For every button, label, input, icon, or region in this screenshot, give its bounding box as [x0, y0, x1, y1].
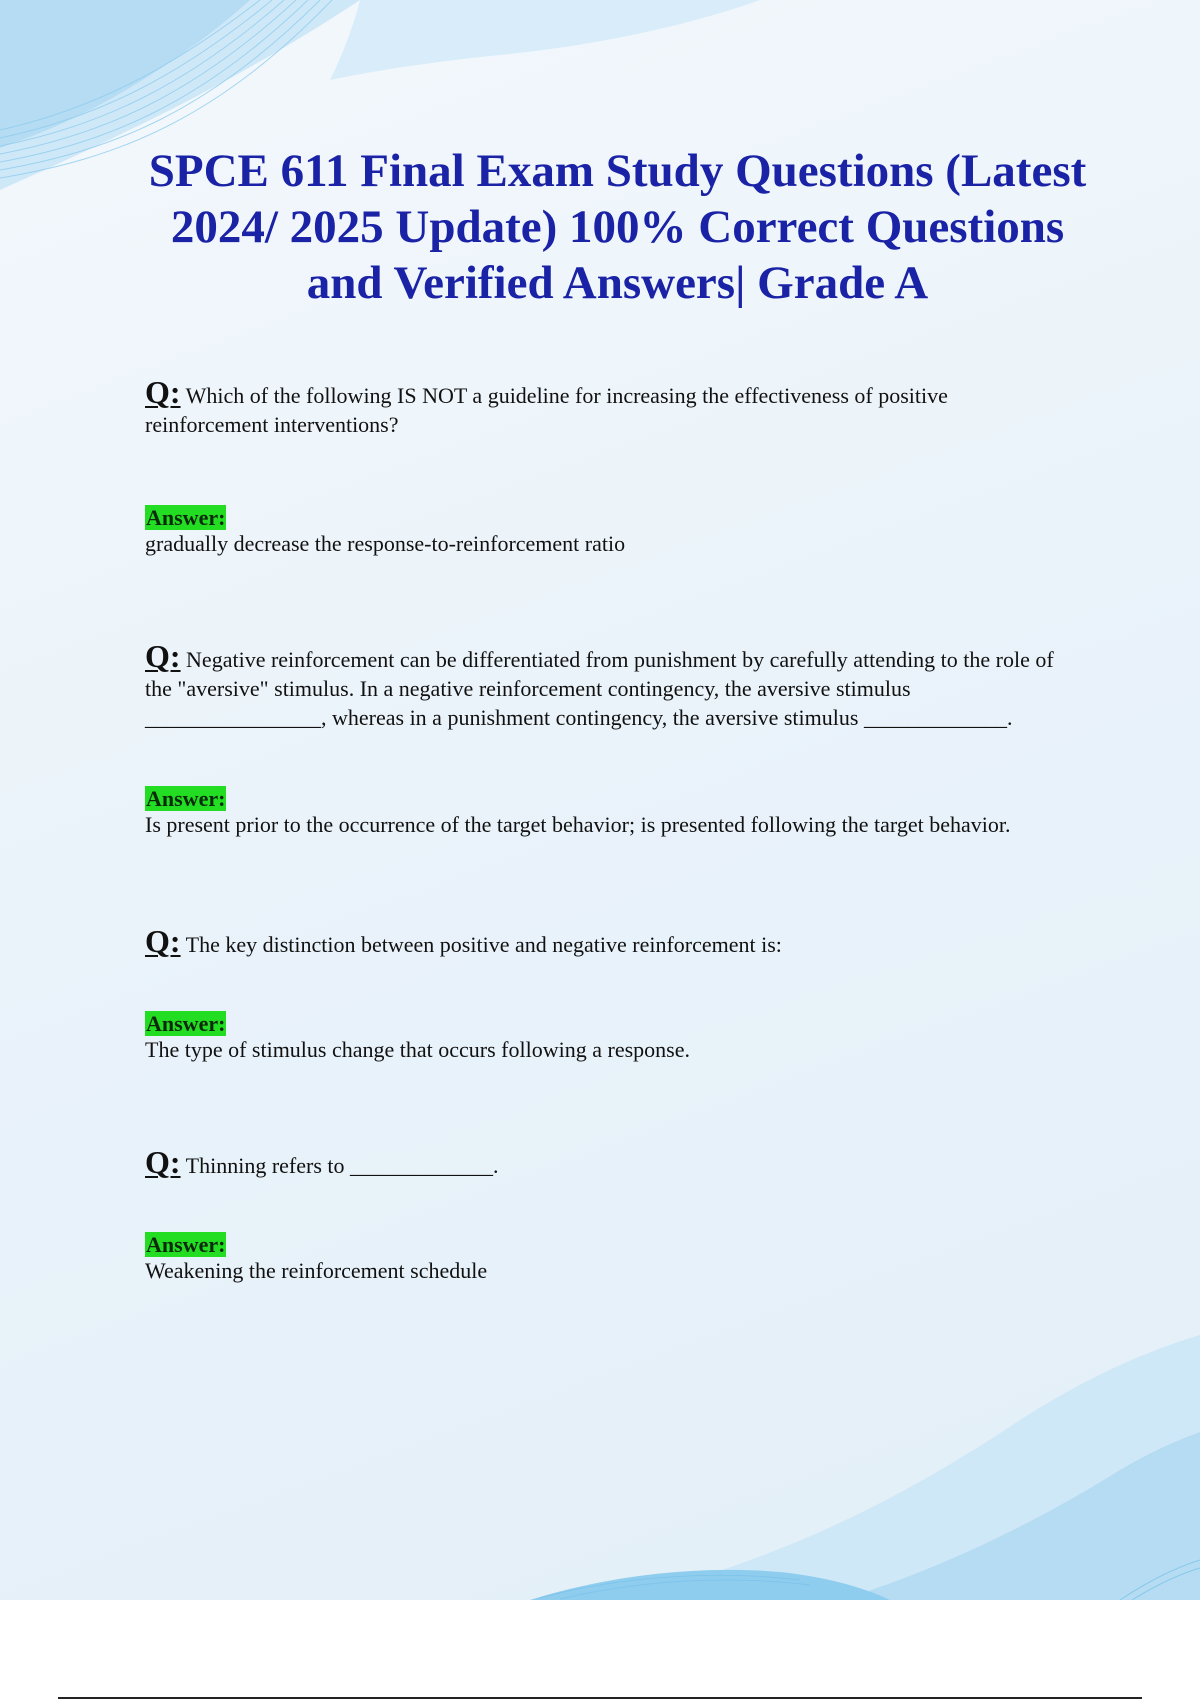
question-text: Thinning refers to _____________.	[185, 1153, 499, 1178]
answer-text: Is present prior to the occurrence of the target behavior; is presented following the target behavior.	[145, 812, 1011, 837]
answer-label: Answer:	[146, 786, 226, 811]
question	[145, 923, 1075, 959]
question-text: Negative reinforcement can be differentiated from punishment by carefully attending to the role of the "aversive" stimulus. In a negative reinforcement contingency, the aversive stimulus ________________, whereas in a punishment contingency, the aversive stimulus _____________.	[145, 647, 1054, 730]
answer-text: Weakening the reinforcement schedule	[145, 1258, 488, 1283]
footer-divider	[58, 1697, 1142, 1699]
question-label: Q:	[145, 923, 181, 959]
answer-label: Answer:	[146, 505, 226, 530]
qa-list	[145, 374, 1075, 1285]
qa-item	[145, 638, 1075, 839]
answer-text: The type of stimulus change that occurs following a response.	[145, 1037, 690, 1062]
qa-item	[145, 923, 1075, 1064]
question-label: Q:	[145, 374, 181, 410]
question-text: Which of the following IS NOT a guideline for increasing the effectiveness of positive reinforcement interventions?	[145, 383, 948, 437]
qa-item	[145, 374, 1075, 558]
answer-label: Answer:	[146, 1011, 226, 1036]
top-band-wave	[330, 0, 760, 80]
answer-text: gradually decrease the response-to-reinforcement ratio	[145, 531, 626, 556]
answer-label: Answer:	[146, 1232, 226, 1257]
question	[145, 374, 1075, 439]
document-title: SPCE 611 Final Exam Study Questions (Latest 2024/ 2025 Update) 100% Correct Questions and Verified Answers| Grade A	[148, 145, 1087, 309]
question	[145, 638, 1075, 732]
qa-item	[145, 1144, 1075, 1285]
question-label: Q:	[145, 638, 181, 674]
question	[145, 1144, 1075, 1180]
question-text: The key distinction between positive and negative reinforcement is:	[185, 932, 782, 957]
question-label: Q:	[145, 1144, 181, 1180]
